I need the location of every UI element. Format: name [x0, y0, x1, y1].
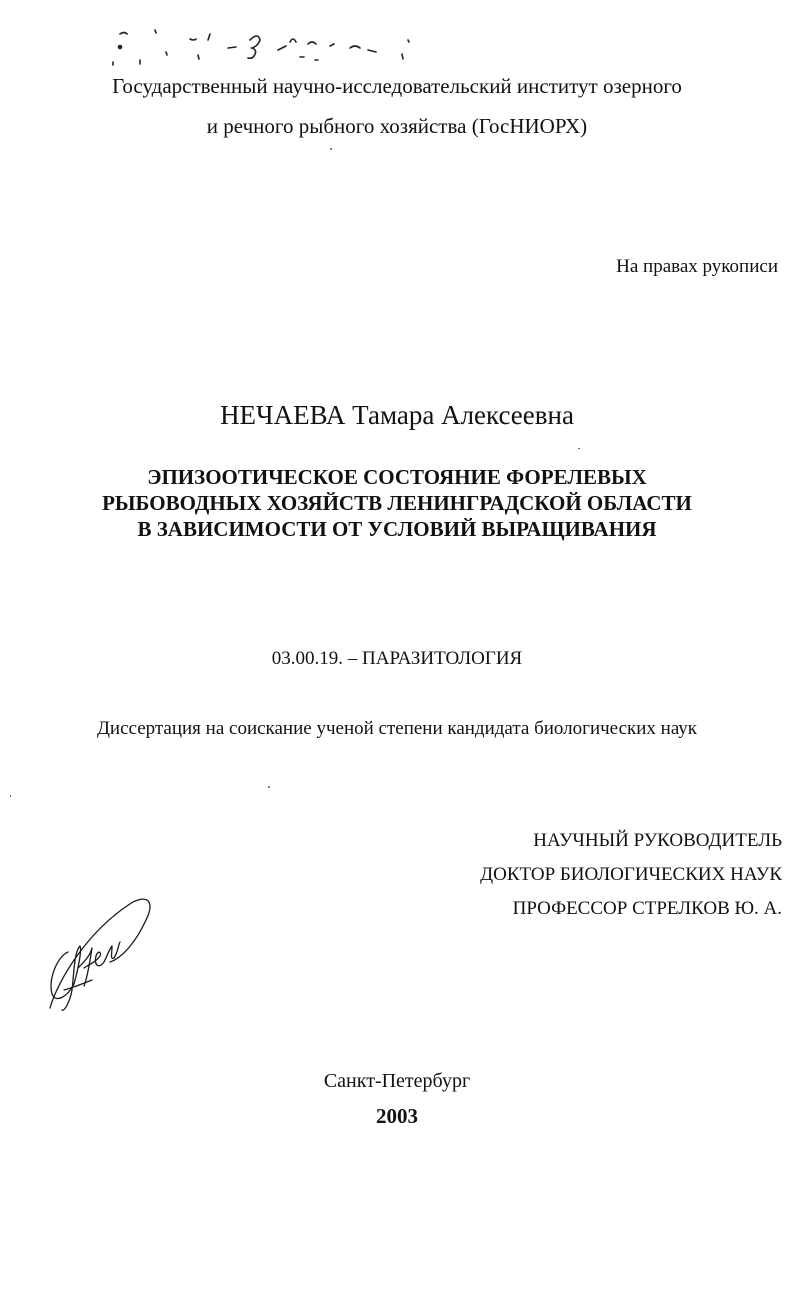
scan-speck — [268, 786, 270, 788]
supervisor-line-1: НАУЧНЫЙ РУКОВОДИТЕЛЬ — [533, 830, 782, 851]
title-line-2: РЫБОВОДНЫХ ХОЗЯЙСТВ ЛЕНИНГРАДСКОЙ ОБЛАСТИ — [102, 491, 692, 515]
scan-speck — [578, 448, 580, 449]
manuscript-rights-note: На правах рукописи — [616, 256, 778, 277]
year: 2003 — [376, 1104, 418, 1128]
city: Санкт-Петербург — [323, 1070, 471, 1092]
author-name: НЕЧАЕВА Тамара Алексеевна — [220, 400, 574, 430]
scan-speck — [10, 795, 11, 797]
handwritten-signature-icon — [38, 890, 158, 1020]
institute-name-line-2: и речного рыбного хозяйства (ГосНИОРХ) — [206, 114, 588, 138]
scan-speck — [330, 148, 332, 150]
supervisor-block — [480, 824, 782, 926]
institute-name-line-1: Государственный научно-исследовательский институт озерного — [112, 74, 682, 98]
faded-stamp-marks — [50, 22, 450, 72]
supervisor-line-2: ДОКТОР БИОЛОГИЧЕСКИХ НАУК — [480, 864, 782, 885]
degree-statement: Диссертация на соискание ученой степени кандидата биологических наук — [96, 718, 698, 739]
title-line-3: В ЗАВИСИМОСТИ ОТ УСЛОВИЙ ВЫРАЩИВАНИЯ — [137, 517, 657, 541]
supervisor-line-3: ПРОФЕССОР СТРЕЛКОВ Ю. А. — [512, 898, 782, 919]
specialty-code: 03.00.19. – ПАРАЗИТОЛОГИЯ — [271, 648, 523, 669]
dissertation-title — [0, 464, 794, 542]
title-line-1: ЭПИЗООТИЧЕСКОЕ СОСТОЯНИЕ ФОРЕЛЕВЫХ — [147, 465, 647, 489]
